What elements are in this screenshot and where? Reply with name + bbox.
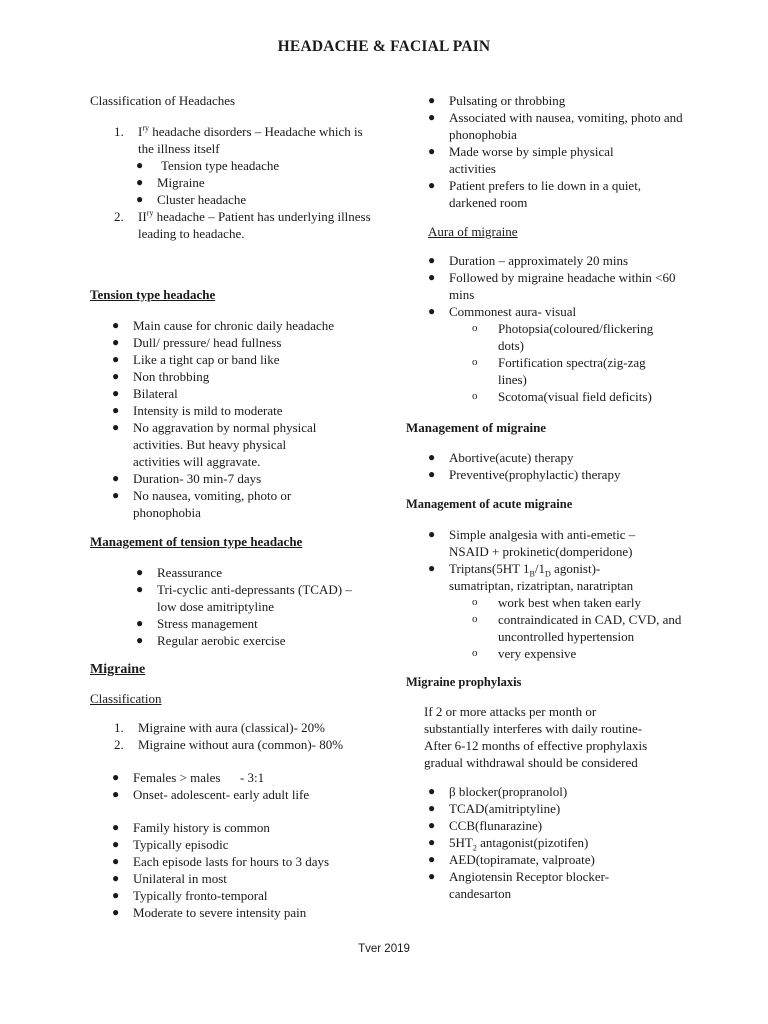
list-item: ● Regular aerobic exercise: [90, 632, 380, 649]
list-item: ● Onset- adolescent- early adult life: [90, 786, 380, 803]
bullet-icon: ●: [428, 852, 436, 866]
bullet-icon: ●: [112, 488, 120, 502]
list-item: ● Tri-cyclic anti-depressants (TCAD) –low dose amitriptyline: [90, 581, 380, 615]
page-title: HEADACHE & FACIAL PAIN: [277, 38, 491, 55]
bullet-icon: ●: [112, 386, 120, 400]
list-item: ● Angiotensin Receptor blocker- candesarton: [406, 868, 696, 902]
bullet-icon: ●: [136, 158, 144, 172]
bullet-icon: ●: [112, 871, 120, 885]
circle-bullet-icon: o: [472, 322, 478, 334]
bullet-icon: ●: [112, 318, 120, 332]
list-item: ● Dull/ pressure/ head fullness: [90, 334, 380, 351]
list-item: ● Moderate to severe intensity pain: [90, 904, 380, 921]
bullet-icon: ●: [428, 784, 436, 798]
page-footer: Tver 2019: [358, 943, 410, 955]
list-item: ● Patient prefers to lie down in a quiet, darkened room: [406, 177, 696, 211]
bullet-icon: ●: [428, 818, 436, 832]
migraine-classification-heading: Classification: [90, 691, 162, 706]
sub-list-item: o Scotoma(visual field deficits): [406, 388, 696, 405]
prophylaxis-paragraph: If 2 or more attacks per month or substantially interferes with daily routine- After 6-12 months of effective prophylaxis gradual withdrawal should be considered: [424, 704, 648, 770]
primary-type-item: ● Tension type headache: [90, 157, 380, 174]
migraine-heading: Migraine: [90, 662, 146, 677]
list-item: ● Reassurance: [90, 564, 380, 581]
bullet-icon: ●: [428, 450, 436, 464]
list-item: ● Commonest aura- visual: [406, 303, 696, 320]
list-item: ● Stress management: [90, 615, 380, 632]
classification-item-1: 1. $I^{ry}$ headache disorders – Headache which is the illness itself: [114, 123, 363, 156]
bullet-icon: ●: [112, 403, 120, 417]
list-item: ● Bilateral: [90, 385, 380, 402]
bullet-icon: ●: [112, 837, 120, 851]
classification-item-2: 2. $II^{ry}$ headache – Patient has underlying illness leading to headache.: [114, 208, 371, 241]
list-item: ● Simple analgesia with anti-emetic – NSAID + prokinetic(domperidone): [406, 526, 696, 560]
list-item: ● Abortive(acute) therapy: [406, 449, 696, 466]
bullet-icon: ●: [428, 178, 436, 192]
bullet-icon: ●: [112, 854, 120, 868]
bullet-icon: ●: [428, 527, 436, 541]
list-item: ● Made worse by simple physical activities: [406, 143, 696, 177]
bullet-icon: ●: [112, 471, 120, 485]
circle-bullet-icon: o: [472, 390, 478, 402]
tension-heading: Tension type headache: [90, 287, 216, 302]
list-item: ● Each episode lasts for hours to 3 days: [90, 853, 380, 870]
left-column: [90, 92, 380, 921]
list-item: ● Unilateral in most: [90, 870, 380, 887]
item-number: 2.: [114, 209, 124, 224]
bullet-icon: ●: [112, 335, 120, 349]
list-item: ● Family history is common: [90, 819, 380, 836]
bullet-icon: ●: [136, 175, 144, 189]
list-item: ● Intensity is mild to moderate: [90, 402, 380, 419]
circle-bullet-icon: o: [472, 596, 478, 608]
bullet-icon: ●: [428, 253, 436, 267]
sub-list-item: o work best when taken early: [406, 594, 696, 611]
sub-list-item: o Fortification spectra(zig-zag lines): [406, 354, 696, 388]
list-item: ● Females > males - 3:1: [90, 769, 380, 786]
bullet-icon: ●: [136, 582, 144, 596]
list-item: ● Like a tight cap or band like: [90, 351, 380, 368]
list-item: ● TCAD(amitriptyline): [406, 800, 696, 817]
list-item: ● Followed by migraine headache within <60 mins: [406, 269, 696, 303]
right-column: [406, 92, 696, 902]
list-item: ● Typically fronto-temporal: [90, 887, 380, 904]
bullet-icon: ●: [136, 192, 144, 206]
list-item: ● Typically episodic: [90, 836, 380, 853]
tension-management-heading: Management of tension type headache: [90, 534, 303, 549]
bullet-icon: ●: [428, 144, 436, 158]
list-item: ● AED(topiramate, valproate): [406, 851, 696, 868]
bullet-icon: ●: [428, 869, 436, 883]
bullet-icon: ●: [428, 110, 436, 124]
list-item: ● Pulsating or throbbing: [406, 92, 696, 109]
bullet-icon: ●: [112, 905, 120, 919]
circle-bullet-icon: o: [472, 356, 478, 368]
bullet-icon: ●: [112, 770, 120, 784]
bullet-icon: ●: [428, 561, 436, 575]
list-item: ● Duration – approximately 20 mins: [406, 252, 696, 269]
list-item: ● β blocker(propranolol): [406, 783, 696, 800]
bullet-icon: ●: [428, 467, 436, 481]
prophylaxis-heading: Migraine prophylaxis: [406, 675, 522, 689]
primary-type-item: ● Migraine: [90, 174, 380, 191]
bullet-icon: ●: [428, 304, 436, 318]
aura-heading: Aura of migraine: [428, 224, 518, 239]
sub-list-item: o contraindicated in CAD, CVD, and uncontrolled hypertension: [406, 611, 696, 645]
list-item: ● CCB(flunarazine): [406, 817, 696, 834]
list-item: ● No aggravation by normal physical activities. But heavy physical activities will aggravate.: [90, 419, 380, 470]
classification-heading: Classification of Headaches: [90, 93, 236, 108]
bullet-icon: ●: [428, 835, 436, 849]
bullet-icon: ●: [428, 801, 436, 815]
list-item: ● Non throbbing: [90, 368, 380, 385]
item-number: 1.: [114, 124, 124, 139]
bullet-icon: ●: [136, 616, 144, 630]
circle-bullet-icon: o: [472, 613, 478, 625]
list-item: ● Duration- 30 min-7 days: [90, 470, 380, 487]
list-item: ● No nausea, vomiting, photo or phonophobia: [90, 487, 380, 521]
acute-management-heading: Management of acute migraine: [406, 497, 573, 511]
migraine-class-item: 2. Migraine without aura (common)- 80%: [114, 737, 344, 752]
migraine-management-heading: Management of migraine: [406, 420, 547, 435]
list-item: ● Main cause for chronic daily headache: [90, 317, 380, 334]
bullet-icon: ●: [112, 787, 120, 801]
bullet-icon: ●: [112, 888, 120, 902]
primary-type-item: ● Cluster headache: [90, 191, 380, 208]
bullet-icon: ●: [112, 352, 120, 366]
list-item: ● Associated with nausea, vomiting, photo and phonophobia: [406, 109, 696, 143]
bullet-icon: ●: [112, 820, 120, 834]
list-item: ● Preventive(prophylactic) therapy: [406, 466, 696, 483]
list-item: ● Triptans(5HT $1_B/1_D$ agonist)- sumatriptan, rizatriptan, naratriptan: [406, 560, 696, 594]
sub-list-item: o very expensive: [406, 645, 696, 662]
migraine-class-item: 1. Migraine with aura (classical)- 20%: [114, 720, 325, 735]
bullet-icon: ●: [136, 565, 144, 579]
circle-bullet-icon: o: [472, 647, 478, 659]
bullet-icon: ●: [112, 420, 120, 434]
bullet-icon: ●: [136, 633, 144, 647]
bullet-icon: ●: [112, 369, 120, 383]
list-item: ● $5HT_2$ antagonist(pizotifen): [406, 834, 696, 851]
sub-list-item: o Photopsia(coloured/flickering dots): [406, 320, 696, 354]
bullet-icon: ●: [428, 93, 436, 107]
bullet-icon: ●: [428, 270, 436, 284]
